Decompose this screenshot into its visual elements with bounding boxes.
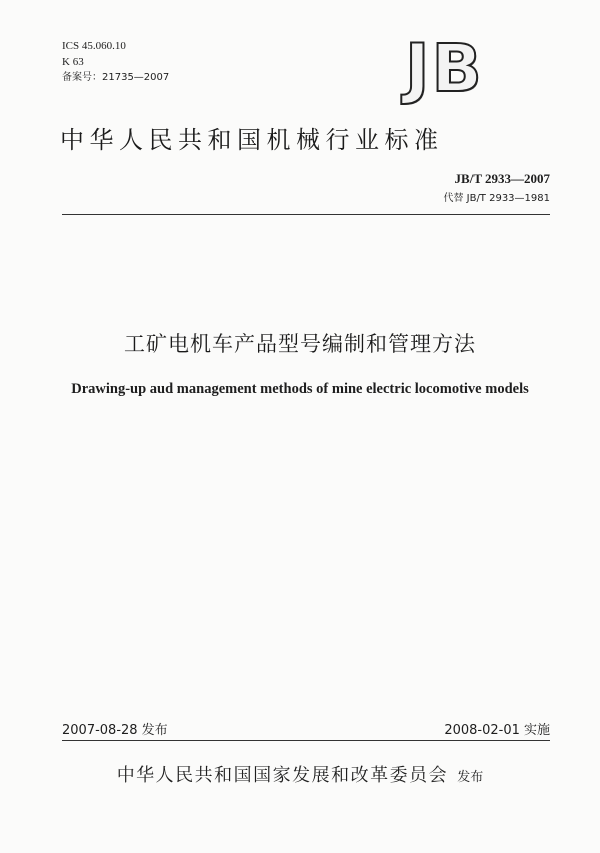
category-code: K 63 <box>62 56 84 68</box>
document-title-en: Drawing-up aud management methods of mine electric locomotive models <box>71 381 529 397</box>
record-number: 备案号：21735—2007 <box>62 72 170 83</box>
date-row <box>62 719 550 739</box>
issuing-organization: 中华人民共和国国家发展和改革委员会 <box>116 765 449 786</box>
classification-block <box>62 38 169 86</box>
jb-logo: JB <box>405 30 484 107</box>
standard-type-heading: 中华人民共和国机械行业标准 <box>60 126 444 154</box>
effective-date: 2008-02-01 实施 <box>444 723 550 738</box>
issuer-line <box>0 761 600 787</box>
issue-verb: 发布 <box>457 770 484 785</box>
issue-date: 2007-08-28 发布 <box>62 723 168 738</box>
standard-number: JB/T 2933—2007 <box>454 171 550 186</box>
replaces-note: 代替 JB/T 2933—1981 <box>443 193 550 204</box>
document-title-cn: 工矿电机车产品型号编制和管理方法 <box>124 332 476 356</box>
footer-divider <box>62 740 550 741</box>
header-divider <box>62 214 550 215</box>
ics-code: ICS 45.060.10 <box>62 40 126 52</box>
